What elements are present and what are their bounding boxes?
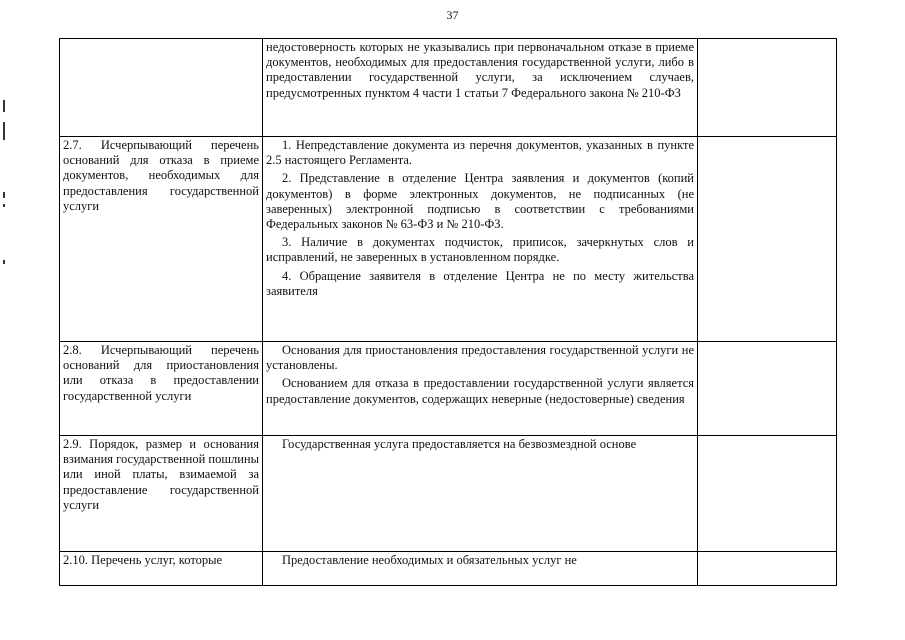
- table-row: [60, 39, 837, 137]
- content-paragraph: Государственная услуга предоставляется на безвозмездной основе: [282, 437, 637, 451]
- row-content-cell: [263, 137, 698, 342]
- content-paragraph: Основания для приостановления предоставления государственной услуги не установлены.: [266, 343, 694, 373]
- content-paragraph: 3. Наличие в документах подчисток, приписок, зачеркнутых слов и исправлений, не заверенных в установленном порядке.: [266, 235, 694, 265]
- row-name-cell: 2.7. Исчерпывающий перечень оснований для отказа в приеме документов, необходимых для предоставления государственной услуги: [60, 137, 263, 342]
- row-name-cell: 2.8. Исчерпывающий перечень оснований для приостановления или отказа в предоставлении государственной услуги: [60, 342, 263, 436]
- table-row: [60, 342, 837, 436]
- page-number: 37: [446, 8, 459, 22]
- row-content-cell: [263, 342, 698, 436]
- regulation-table: [59, 38, 837, 586]
- table-row: [60, 552, 837, 586]
- content-paragraph: 2. Представление в отделение Центра заявления и документов (копий документов) в форме электронных документов, не подписанных (не заверенных) электронной подписью в соответствии с требованиями Федеральных законов № 63-ФЗ и № 210-ФЗ.: [266, 171, 694, 232]
- row-note-cell: [698, 552, 837, 586]
- row-name-cell: 2.9. Порядок, размер и основания взимания государственной пошлины или иной платы, взимаемой за предоставление государственной услуги: [60, 436, 263, 552]
- row-name-cell: [60, 39, 263, 137]
- content-paragraph: Предоставление необходимых и обязательных услуг не: [282, 553, 577, 567]
- table-row: [60, 436, 837, 552]
- row-content-cell: [263, 436, 698, 552]
- row-content-cell: [263, 552, 698, 586]
- content-paragraph: недостоверность которых не указывались при первоначальном отказе в приеме документов, необходимых для предоставления государственной услуги, либо в предоставлении государственной услуги, за исключением случаев, предусмотренных пунктом 4 части 1 статьи 7 Федерального закона № 210-ФЗ: [266, 40, 694, 100]
- content-paragraph: 1. Непредставление документа из перечня документов, указанных в пункте 2.5 настоящего Регламента.: [266, 138, 694, 168]
- content-paragraph: 4. Обращение заявителя в отделение Центра не по месту жительства заявителя: [266, 268, 694, 298]
- scan-margin-marks: [3, 100, 7, 320]
- row-note-cell: [698, 39, 837, 137]
- row-content-cell: [263, 39, 698, 137]
- content-paragraph: Основанием для отказа в предоставлении государственной услуги является предоставление документов, содержащих неверные (недостоверные) сведения: [266, 376, 694, 406]
- row-name-cell: 2.10. Перечень услуг, которые: [60, 552, 263, 586]
- row-note-cell: [698, 436, 837, 552]
- table-row: [60, 137, 837, 342]
- row-note-cell: [698, 342, 837, 436]
- row-note-cell: [698, 137, 837, 342]
